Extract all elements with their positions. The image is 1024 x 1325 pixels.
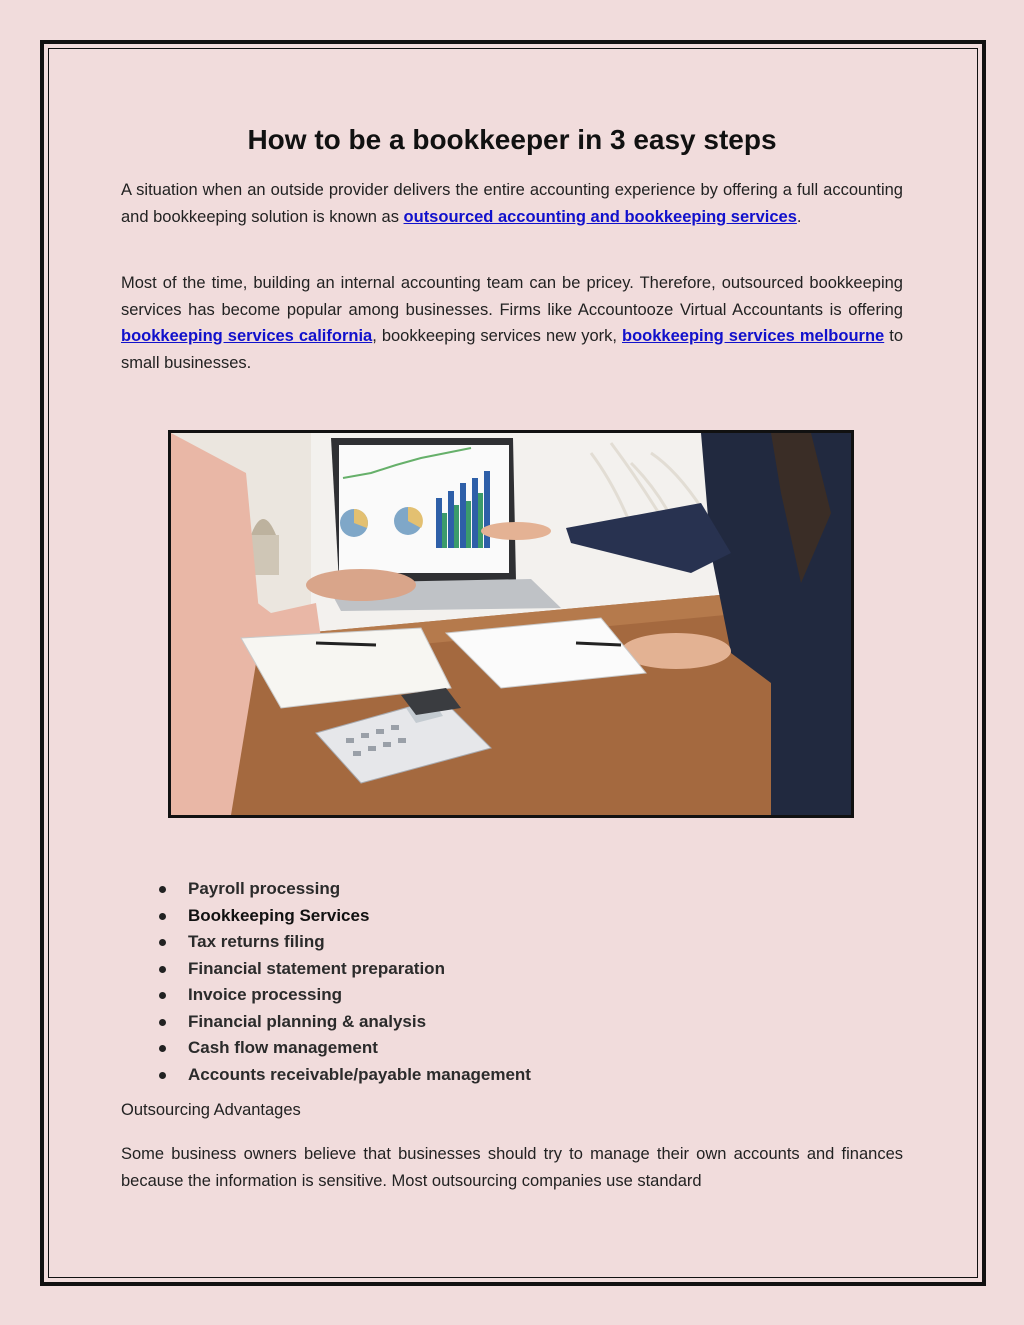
bookkeeping-california-link[interactable]: bookkeeping services california [121, 327, 373, 345]
outsourced-accounting-link[interactable]: outsourced accounting and bookkeeping services [403, 207, 797, 226]
second-text: Most of the time, building an internal accounting team can be pricey. Therefore, outsourced bookkeeping services has become popular among businesses. Firms like Accountooze Virtual Accountants is offering [121, 274, 903, 319]
list-item: Cash flow management [158, 1035, 531, 1062]
intro-text: A situation when an outside provider delivers the entire accounting experience by offering a full accounting and bookkeeping solution is known as [121, 181, 903, 226]
list-item: Payroll processing [158, 876, 531, 903]
list-item: Invoice processing [158, 982, 531, 1009]
list-item: Tax returns filing [158, 929, 531, 956]
list-item: Financial statement preparation [158, 956, 531, 983]
intro-text-end: . [796, 207, 802, 226]
services-list [158, 876, 531, 1088]
second-text-end: to small businesses. [121, 327, 903, 372]
second-text-middle: , bookkeeping services new york, [372, 327, 622, 345]
list-item: Financial planning & analysis [158, 1009, 531, 1036]
intro-paragraph [121, 177, 903, 230]
section-subheading: Outsourcing Advantages [121, 1101, 301, 1119]
second-paragraph [121, 270, 903, 376]
list-item: Accounts receivable/payable management [158, 1062, 531, 1089]
office-photo-illustration [171, 433, 851, 815]
list-item: Bookkeeping Services [158, 903, 531, 930]
bookkeeping-melbourne-link[interactable]: bookkeeping services melbourne [622, 327, 885, 345]
page-title: How to be a bookkeeper in 3 easy steps [247, 124, 777, 155]
office-photo [168, 430, 854, 818]
third-paragraph: Some business owners believe that businesses should try to manage their own accounts and finances because the information is sensitive. Most outsourcing companies use standard [121, 1145, 903, 1190]
